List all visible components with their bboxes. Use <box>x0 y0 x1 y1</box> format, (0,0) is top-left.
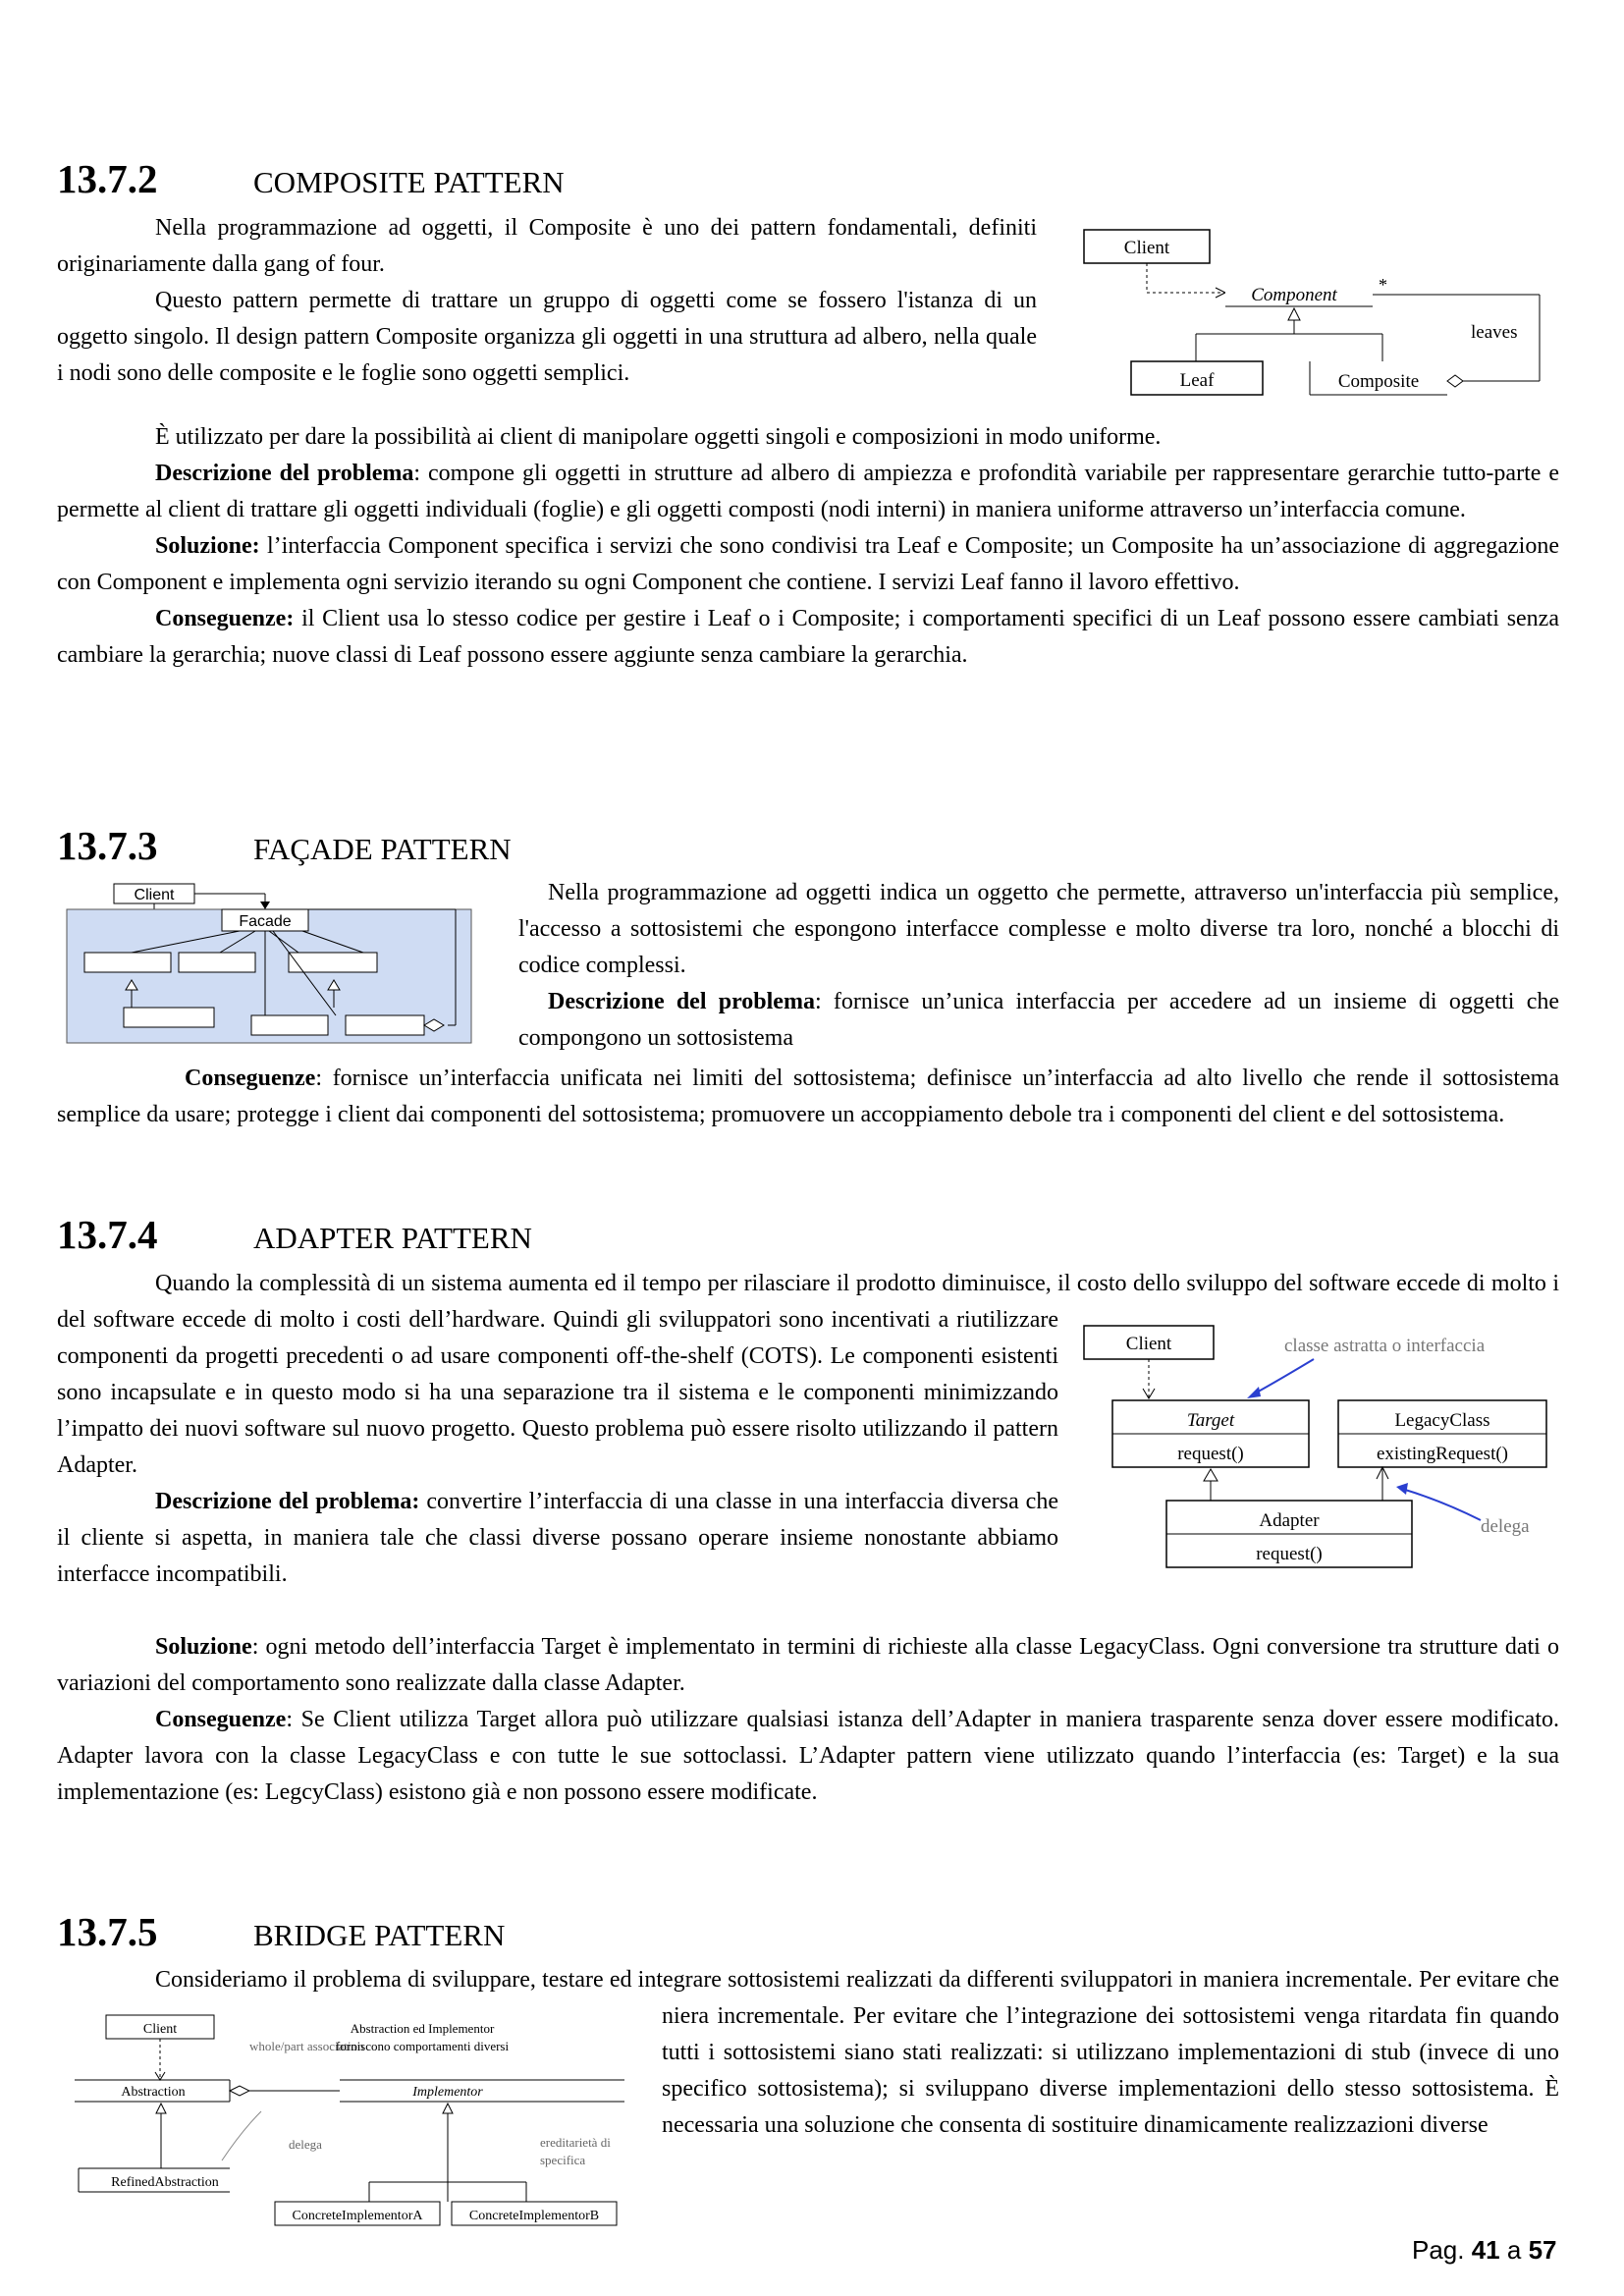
paragraph-rest: del software eccede di molto i costi dell’hardware. Quindi gli sviluppatori sono incentivati a riutilizzare componenti da progetti precedenti o ad usare componenti off-the-shelf (COTS). Le componenti esistenti sono incapsulate e in questo modo si ha una separazione tra il sistema e le componenti minimizzando l’impatto dei nuovi software sul nuovo progetto. Questo problema può essere risolto utilizzando il pattern Adapter. <box>57 1307 1058 1478</box>
abstraction-label: Abstraction <box>121 2085 186 2100</box>
target-label: Target <box>1186 1410 1235 1431</box>
solution-label: Soluzione: <box>155 533 260 559</box>
consequences-text: : Se Client utilizza Target allora può utilizzare qualsiasi istanza dell’Adapter in maniera trasparente senza dover essere modificato. Adapter lavora con la classe LegacyClass e con tutte le sue sottoclassi. L’Adapter pattern viene utilizzato quando l’interfaccia (es: Target) e la sua implementazione (es: LegcyClass) esistono già e non possono essere modificate. <box>57 1707 1559 1805</box>
implementor-label: Implementor <box>412 2085 483 2100</box>
paragraph: Questo pattern permette di trattare un gruppo di oggetti come se fossero l'istanza di un oggetto singolo. Il design pattern Composite organizza gli oggetti in una struttura ad albero, nella quale i nodi sono delle composite e le foglie sono oggetti semplici. <box>57 288 1037 386</box>
solution-text: l’interfaccia Component specifica i servizi che sono condivisi tra Leaf e Composite; un Composite ha un’associazione di aggregazione con Component e implementa ogni servizio iterando su ogni Component che contiene. I servizi Leaf fanno il lavoro effettivo. <box>57 533 1559 595</box>
note-line2: forniscono comportamenti diversi <box>335 2039 510 2053</box>
consequences-label: Conseguenze <box>185 1066 316 1091</box>
bridge-uml-diagram <box>75 2013 624 2229</box>
paragraph: È utilizzato per dare la possibilità ai client di manipolare oggetti singoli e composizioni in modo uniforme. <box>155 424 1162 450</box>
composite-body <box>57 419 1559 674</box>
adapter-left-text <box>57 1302 1058 1593</box>
composite-intro <box>57 210 1037 392</box>
adapter-intro-line <box>57 1266 1559 1302</box>
multiplicity-star: * <box>1379 275 1387 295</box>
note-line1: Abstraction ed Implementor <box>350 2021 495 2036</box>
adapter-body <box>57 1629 1559 1811</box>
refined-label: RefinedAbstraction <box>111 2175 219 2190</box>
client-label: Client <box>142 2022 178 2037</box>
paragraph: Nella programmazione ad oggetti indica un oggetto che permette, attraverso un'interfaccia più semplice, l'accesso a sottosistemi che espongono interfacce complesse e molto diverse tra loro, nonché a blocchi di codice complessi. <box>518 880 1559 978</box>
problem-label: Descrizione del problema <box>548 989 815 1014</box>
leaves-label: leaves <box>1471 322 1518 343</box>
consequences-label: Conseguenze <box>155 1707 287 1732</box>
abstract-note: classe astratta o interfaccia <box>1284 1336 1486 1356</box>
delega-label: delega <box>289 2137 322 2152</box>
section-number: 13.7.4 <box>57 1212 158 1257</box>
composite-label: Composite <box>1337 371 1420 392</box>
paragraph-rest: niera incrementale. Per evitare che l’integrazione dei sottosistemi venga ritardata fin quando tutti i sottosistemi siano stati realizzati: si utilizzano implementazioni di stub (invece di uno specifico sottosistema); si sviluppano diverse implementazioni dello stesso sottosistema. È necessaria una soluzione che consenta di sostituire dinamicamente realizzazioni diverse <box>662 2003 1559 2138</box>
solution-text: : ogni metodo dell’interfaccia Target è implementato in termini di richieste alla classe LegacyClass. Ogni conversione tra strutture dati o variazioni del comportamento sono realizzate dalla classe Adapter. <box>57 1634 1559 1696</box>
legacy-label: LegacyClass <box>1394 1410 1490 1431</box>
paragraph-first-line: Quando la complessità di un sistema aumenta ed il tempo per rilasciare il prodotto diminuisce, il costo dello sviluppo del software eccede di molto i <box>155 1271 1559 1296</box>
inherit-line1: ereditarietà di <box>540 2135 611 2150</box>
total-pages: 57 <box>1528 2235 1557 2265</box>
solution-label: Soluzione <box>155 1634 252 1660</box>
section-heading-facade <box>57 822 158 869</box>
problem-label: Descrizione del problema: <box>155 1489 420 1514</box>
bridge-right-text <box>662 1998 1559 2144</box>
section-title: FAÇADE PATTERN <box>253 832 512 866</box>
client-label: Client <box>1123 238 1170 258</box>
impl-b-label: ConcreteImplementorB <box>468 2209 600 2223</box>
section-title: COMPOSITE PATTERN <box>253 165 565 199</box>
section-number: 13.7.3 <box>57 823 158 868</box>
leaf-label: Leaf <box>1179 370 1215 391</box>
facade-label: Facade <box>239 913 292 930</box>
paragraph: Nella programmazione ad oggetti, il Composite è uno dei pattern fondamentali, definiti originariamente dalla gang of four. <box>57 215 1037 277</box>
problem-text: convertire l’interfaccia di una classe in una interfaccia diversa che il cliente si aspetta, in maniera tale che classi diverse possano operare insieme nonostante abbiamo interfacce incompatibili. <box>57 1489 1058 1587</box>
bridge-intro-line <box>57 1962 1559 1998</box>
page-footer <box>1412 2235 1556 2266</box>
adapter-method: request() <box>1256 1544 1323 1564</box>
facade-intro <box>518 875 1559 1057</box>
problem-text: : fornisce un’unica interfaccia per accedere ad un insieme di oggetti che compongono un sottosistema <box>518 989 1559 1051</box>
footer-prefix: Pag. <box>1412 2235 1472 2265</box>
current-page: 41 <box>1471 2235 1500 2265</box>
inherit-line2: specifica <box>540 2153 586 2167</box>
facade-diagram <box>63 882 475 1049</box>
section-title: BRIDGE PATTERN <box>253 1918 506 1952</box>
section-heading-adapter <box>57 1211 158 1258</box>
client-label: Client <box>1125 1334 1172 1354</box>
legacy-method: existingRequest() <box>1376 1444 1509 1464</box>
problem-text: : compone gli oggetti in strutture ad albero di ampiezza e profondità variabile per rappresentare gerarchie tutto-parte e permette al client di trattare gli oggetti individuali (foglie) e gli oggetti composti (nodi interni) in maniera uniforme attraverso un’interfaccia comune. <box>57 461 1559 522</box>
section-title: ADAPTER PATTERN <box>253 1221 532 1255</box>
section-heading-bridge <box>57 1908 158 1955</box>
target-method: request() <box>1177 1444 1244 1464</box>
adapter-uml-diagram <box>1078 1324 1559 1579</box>
adapter-label: Adapter <box>1259 1510 1320 1531</box>
footer-separator: a <box>1499 2235 1529 2265</box>
facade-body <box>57 1061 1559 1133</box>
problem-label: Descrizione del problema <box>155 461 414 486</box>
consequences-label: Conseguenze: <box>155 606 295 631</box>
consequences-text: il Client usa lo stesso codice per gestire i Leaf o i Composite; i comportamenti specifici di un Leaf possono essere cambiati senza cambiare la gerarchia; nuove classi di Leaf possono essere aggiunte senza cambiare la gerarchia. <box>57 606 1559 668</box>
section-number: 13.7.2 <box>57 156 158 201</box>
section-heading-composite <box>57 155 158 202</box>
whole-part-label: whole/part association <box>249 2039 364 2053</box>
impl-a-label: ConcreteImplementorA <box>292 2209 423 2223</box>
component-label: Component <box>1251 285 1337 305</box>
consequences-text: : fornisce un’interfaccia unificata nei limiti del sottosistema; definisce un’interfaccia ad alto livello che rende il sottosistema semplice da usare; protegge i client dai componenti del sottosistema; promuovere un accoppiamento debole tra i componenti del client e del sottosistema. <box>57 1066 1559 1127</box>
composite-uml-diagram <box>1078 224 1549 401</box>
section-number: 13.7.5 <box>57 1909 158 1954</box>
client-label: Client <box>134 887 175 903</box>
paragraph-first-line: Consideriamo il problema di sviluppare, testare ed integrare sottosistemi realizzati da differenti sviluppatori in maniera incrementale. Per evitare che <box>155 1967 1559 1993</box>
delega-label: delega <box>1481 1516 1530 1537</box>
